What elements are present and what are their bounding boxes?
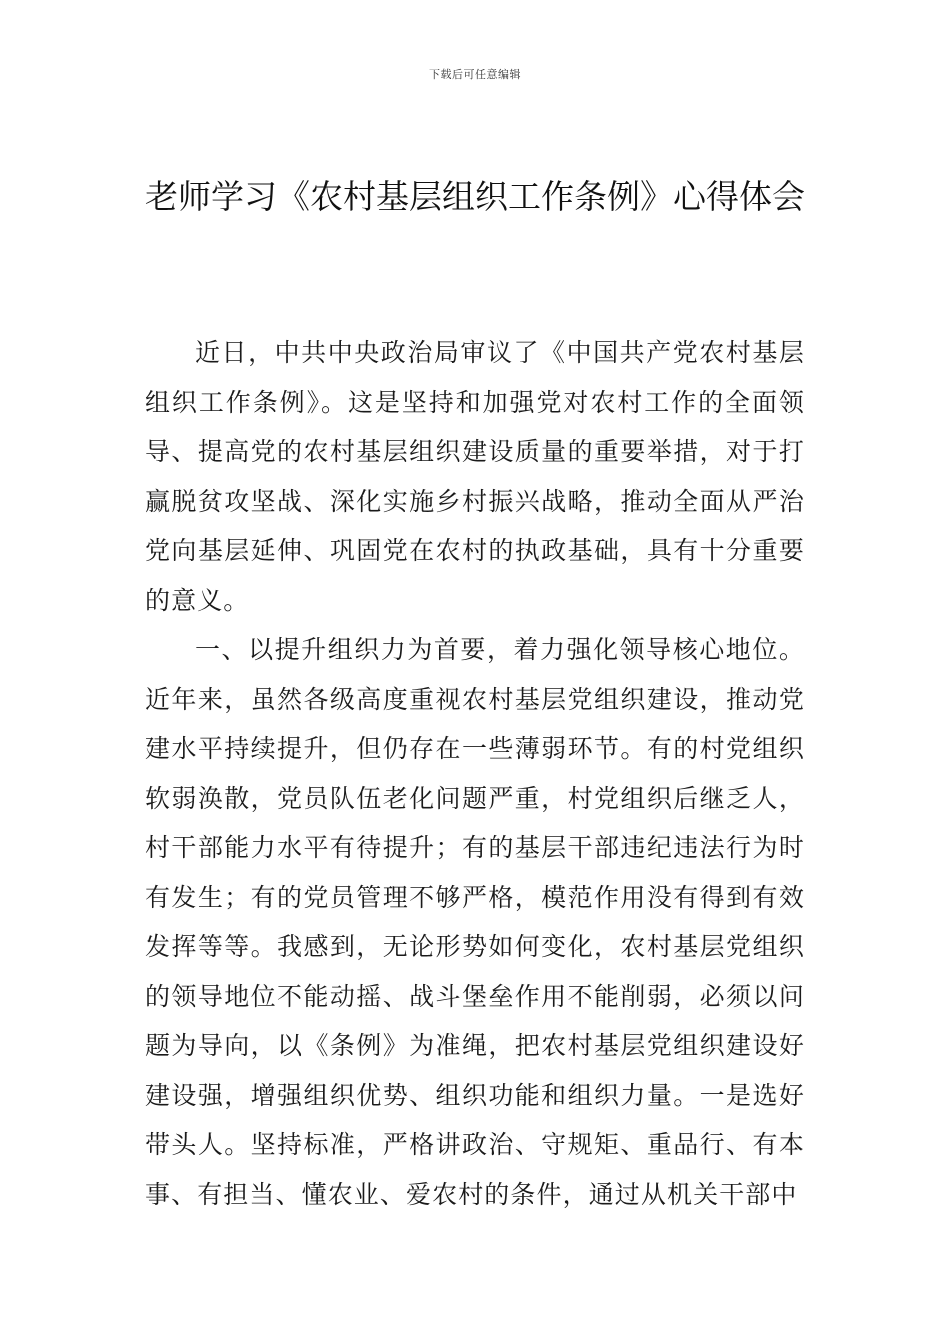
paragraph-intro: 近日，中共中央政治局审议了《中国共产党农村基层组织工作条例》。这是坚持和加强党对农村工作的全面领导、提高党的农村基层组织建设质量的重要举措，对于打赢脱贫攻坚战、深化实施乡村振兴战略，推动全面从严治党向基层延伸、巩固党在农村的执政基础，具有十分重要的意义。 xyxy=(145,338,805,615)
header-note: 下载后可任意编辑 xyxy=(429,68,521,81)
document-body xyxy=(145,328,805,1219)
paragraph-section-one: 一、以提升组织力为首要，着力强化领导核心地位。近年来，虽然各级高度重视农村基层党组织建设，推动党建水平持续提升，但仍存在一些薄弱环节。有的村党组织软弱涣散，党员队伍老化问题严重，村党组织后继乏人，村干部能力水平有待提升；有的基层干部违纪违法行为时有发生；有的党员管理不够严格，模范作用没有得到有效发挥等等。我感到，无论形势如何变化，农村基层党组织的领导地位不能动摇、战斗堡垒作用不能削弱，必须以问题为导向，以《条例》为准绳，把农村基层党组织建设好建设强，增强组织优势、组织功能和组织力量。一是选好带头人。坚持标准，严格讲政治、守规矩、重品行、有本事、有担当、懂农业、爱农村的条件，通过从机关干部中 xyxy=(145,635,805,1209)
document-title: 老师学习《农村基层组织工作条例》心得体会 xyxy=(145,177,805,216)
